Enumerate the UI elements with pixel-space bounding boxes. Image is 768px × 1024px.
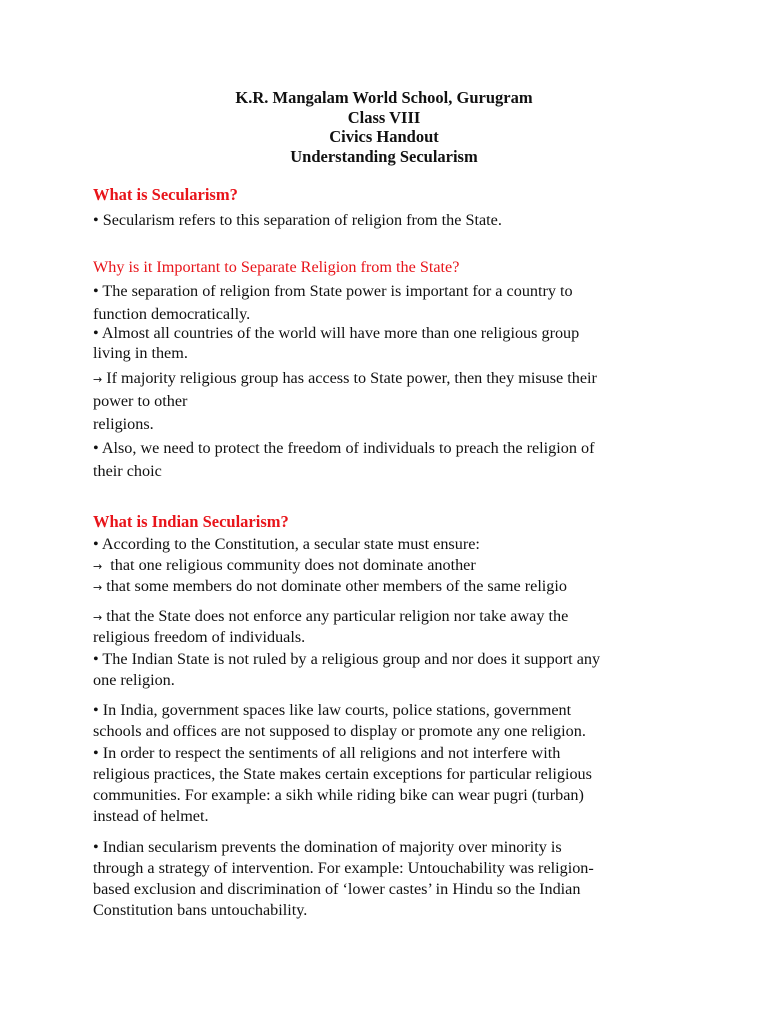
paragraph-line: power to other xyxy=(93,392,188,410)
paragraph-line: based exclusion and discrimination of ‘lower castes’ in Hindu so the Indian xyxy=(93,880,581,898)
paragraph-line: • Almost all countries of the world will have more than one religious group xyxy=(93,324,580,342)
class-name: Class VIII xyxy=(347,107,421,127)
paragraph-line: • The separation of religion from State power is important for a country to xyxy=(93,282,573,300)
paragraph-line: • Also, we need to protect the freedom of individuals to preach the religion of xyxy=(93,439,595,457)
paragraph-line: religious practices, the State makes certain exceptions for particular religious xyxy=(93,765,592,783)
paragraph-line: schools and offices are not supposed to display or promote any one religion. xyxy=(93,722,586,740)
paragraph-line: • According to the Constitution, a secular state must ensure: xyxy=(93,535,480,553)
arrow-icon: → xyxy=(93,373,103,386)
arrow-bullet-line xyxy=(93,368,597,390)
document-header xyxy=(0,88,768,166)
arrow-bullet-line xyxy=(93,555,476,577)
arrow-bullet-text: that some members do not dominate other members of the same religio xyxy=(106,577,567,595)
section-heading-why-separate: Why is it Important to Separate Religion from the State? xyxy=(93,258,460,276)
paragraph-line: one religion. xyxy=(93,671,175,689)
section-heading-what-is-secularism: What is Secularism? xyxy=(93,185,238,204)
paragraph-line: religions. xyxy=(93,415,154,433)
arrow-bullet-text: that one religious community does not dominate another xyxy=(106,556,476,574)
paragraph-line: living in them. xyxy=(93,344,188,362)
arrow-bullet-line xyxy=(93,606,568,628)
section-heading-indian-secularism: What is Indian Secularism? xyxy=(93,512,289,531)
school-name: K.R. Mangalam World School, Gurugram xyxy=(235,88,533,107)
arrow-icon: → xyxy=(93,560,103,573)
arrow-icon: → xyxy=(93,581,103,594)
paragraph-line: • Secularism refers to this separation of religion from the State. xyxy=(93,211,502,229)
arrow-bullet-line xyxy=(93,576,567,598)
paragraph-line: function democratically. xyxy=(93,305,251,323)
paragraph-line: instead of helmet. xyxy=(93,807,209,825)
topic-title: Understanding Secularism xyxy=(290,146,478,166)
arrow-bullet-text: If majority religious group has access to State power, then they misuse their xyxy=(106,369,597,387)
paragraph-line: Constitution bans untouchability. xyxy=(93,901,308,919)
paragraph-line: • The Indian State is not ruled by a religious group and nor does it support any xyxy=(93,650,601,668)
paragraph-line: their choic xyxy=(93,462,162,480)
arrow-icon: → xyxy=(93,611,103,624)
subject-name: Civics Handout xyxy=(329,127,439,147)
paragraph-line: communities. For example: a sikh while riding bike can wear pugri (turban) xyxy=(93,786,584,804)
paragraph-line: religious freedom of individuals. xyxy=(93,628,306,646)
paragraph-line: through a strategy of intervention. For example: Untouchability was religion- xyxy=(93,859,594,877)
arrow-bullet-text: that the State does not enforce any particular religion nor take away the xyxy=(106,607,569,625)
paragraph-line: • Indian secularism prevents the domination of majority over minority is xyxy=(93,838,562,856)
paragraph-line: • In India, government spaces like law courts, police stations, government xyxy=(93,701,572,719)
paragraph-line: • In order to respect the sentiments of all religions and not interfere with xyxy=(93,744,561,762)
